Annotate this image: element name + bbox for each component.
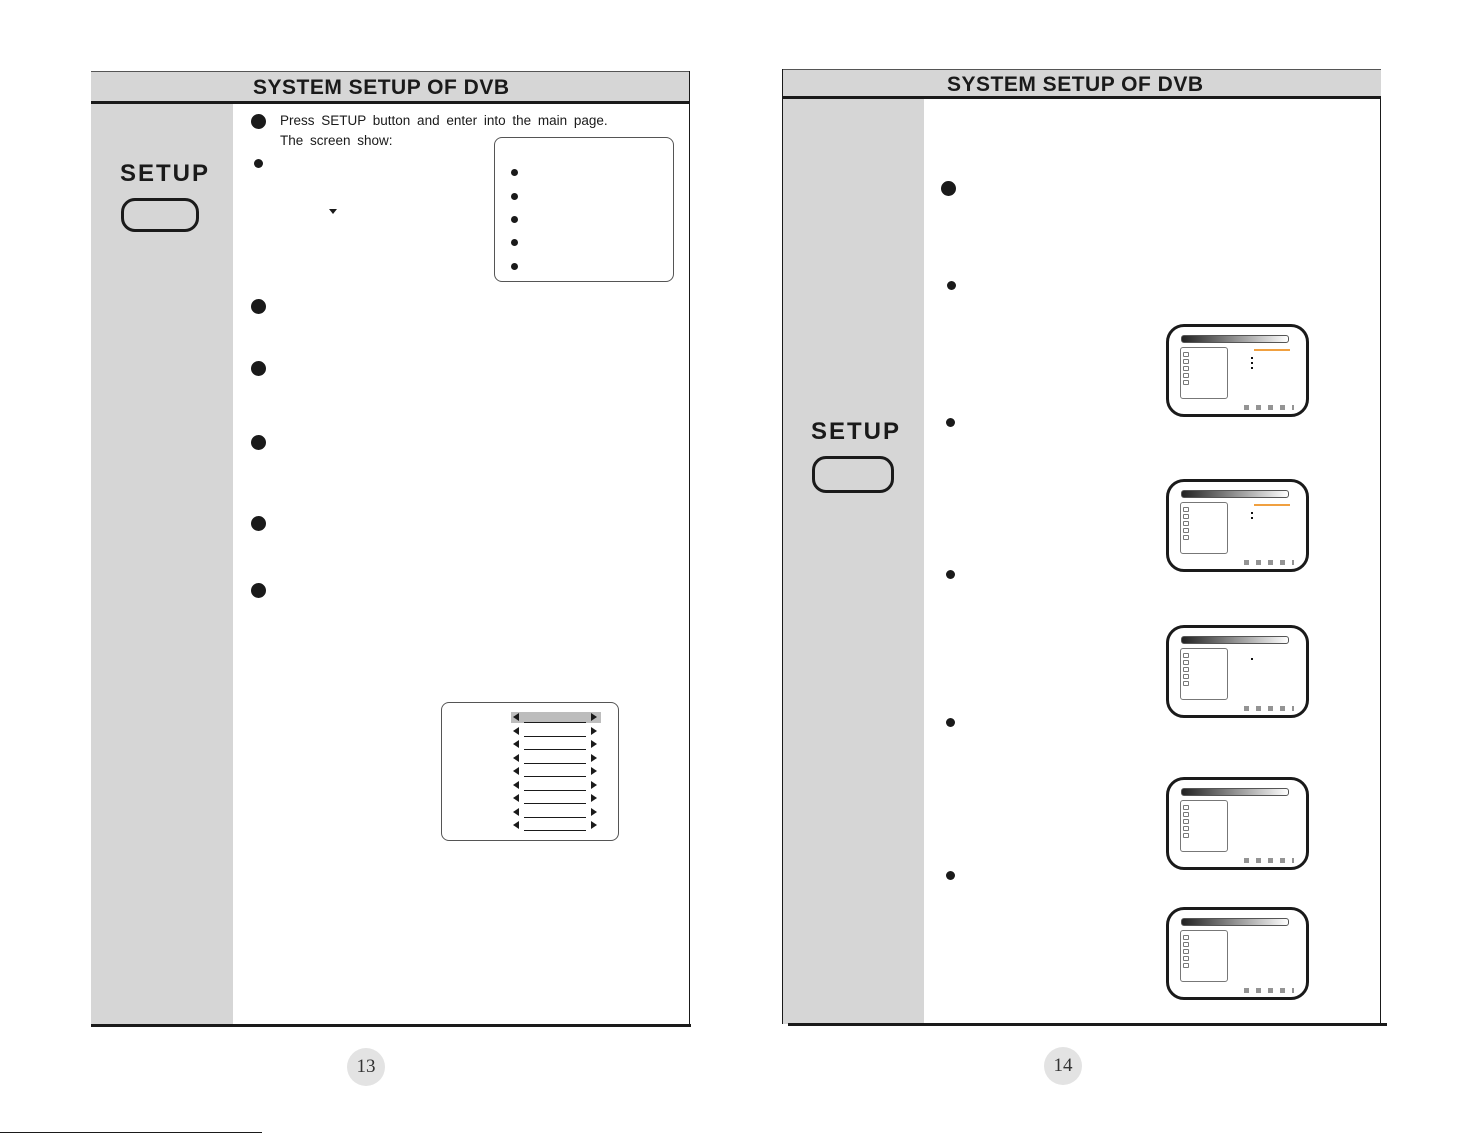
left-bottom-rule	[91, 1024, 691, 1027]
right-small-bullet-icon	[946, 570, 955, 579]
left-intro-line2: The screen show:	[280, 133, 393, 148]
left-small-bullet-icon	[254, 159, 263, 168]
right-arrow-icon	[591, 740, 597, 748]
left-arrow-icon	[513, 727, 519, 735]
right-left-border	[782, 69, 783, 1024]
right-arrow-icon	[591, 821, 597, 829]
left-bullet-icon	[251, 361, 266, 376]
right-right-border	[1380, 99, 1381, 1024]
right-small-bullet-icon	[946, 718, 955, 727]
right-setup-button-icon	[812, 456, 894, 493]
left-arrow-icon	[513, 808, 519, 816]
right-arrow-icon	[591, 713, 597, 721]
selector-value-line	[524, 722, 586, 723]
left-bullet-icon	[251, 583, 266, 598]
selector-value-line	[524, 749, 586, 750]
bottom-edge-rule	[0, 1132, 262, 1133]
selector-value-line	[524, 776, 586, 777]
selector-value-line	[524, 817, 586, 818]
left-bullet-icon	[251, 516, 266, 531]
left-arrow-icon	[513, 754, 519, 762]
main-menu-preview	[494, 137, 674, 282]
left-page-number: 13	[347, 1048, 385, 1086]
left-bullet-icon	[251, 299, 266, 314]
tv-screen-thumbnail	[1166, 479, 1309, 572]
left-bullet-icon	[251, 114, 266, 129]
right-page-title: SYSTEM SETUP OF DVB	[947, 73, 1204, 96]
menu-bullet-icon	[511, 216, 518, 223]
right-arrow-icon	[591, 794, 597, 802]
left-setup-label: SETUP	[120, 160, 211, 187]
right-sidebar	[782, 99, 924, 1024]
selector-value-line	[524, 803, 586, 804]
left-right-border	[689, 71, 690, 1026]
right-arrow-icon	[591, 781, 597, 789]
tv-screen-thumbnail	[1166, 625, 1309, 718]
right-small-bullet-icon	[947, 281, 956, 290]
settings-list-preview	[441, 702, 619, 841]
selector-value-line	[524, 736, 586, 737]
right-small-bullet-icon	[946, 418, 955, 427]
selector-value-line	[524, 763, 586, 764]
left-arrow-icon	[513, 794, 519, 802]
menu-bullet-icon	[511, 193, 518, 200]
tv-screen-thumbnail	[1166, 777, 1309, 870]
right-arrow-icon	[591, 767, 597, 775]
left-intro-line1: Press SETUP button and enter into the main page.	[280, 113, 608, 128]
selector-value-line	[524, 790, 586, 791]
right-bottom-rule	[788, 1023, 1387, 1026]
tv-screen-thumbnail	[1166, 324, 1309, 417]
left-arrow-icon	[513, 821, 519, 829]
right-arrow-icon	[591, 727, 597, 735]
menu-bullet-icon	[511, 263, 518, 270]
right-page-number: 14	[1044, 1047, 1082, 1085]
down-arrow-icon	[329, 209, 337, 214]
right-arrow-icon	[591, 808, 597, 816]
tv-screen-thumbnail	[1166, 907, 1309, 1000]
right-small-bullet-icon	[946, 871, 955, 880]
left-sidebar	[91, 104, 233, 1025]
right-bullet-icon	[941, 181, 956, 196]
right-arrow-icon	[591, 754, 597, 762]
menu-bullet-icon	[511, 239, 518, 246]
left-arrow-icon	[513, 767, 519, 775]
left-setup-button-icon	[121, 198, 199, 232]
left-arrow-icon	[513, 781, 519, 789]
right-setup-label: SETUP	[811, 418, 902, 445]
left-arrow-icon	[513, 713, 519, 721]
left-page-title: SYSTEM SETUP OF DVB	[253, 76, 510, 99]
selector-value-line	[524, 830, 586, 831]
menu-bullet-icon	[511, 169, 518, 176]
left-arrow-icon	[513, 740, 519, 748]
left-bullet-icon	[251, 435, 266, 450]
